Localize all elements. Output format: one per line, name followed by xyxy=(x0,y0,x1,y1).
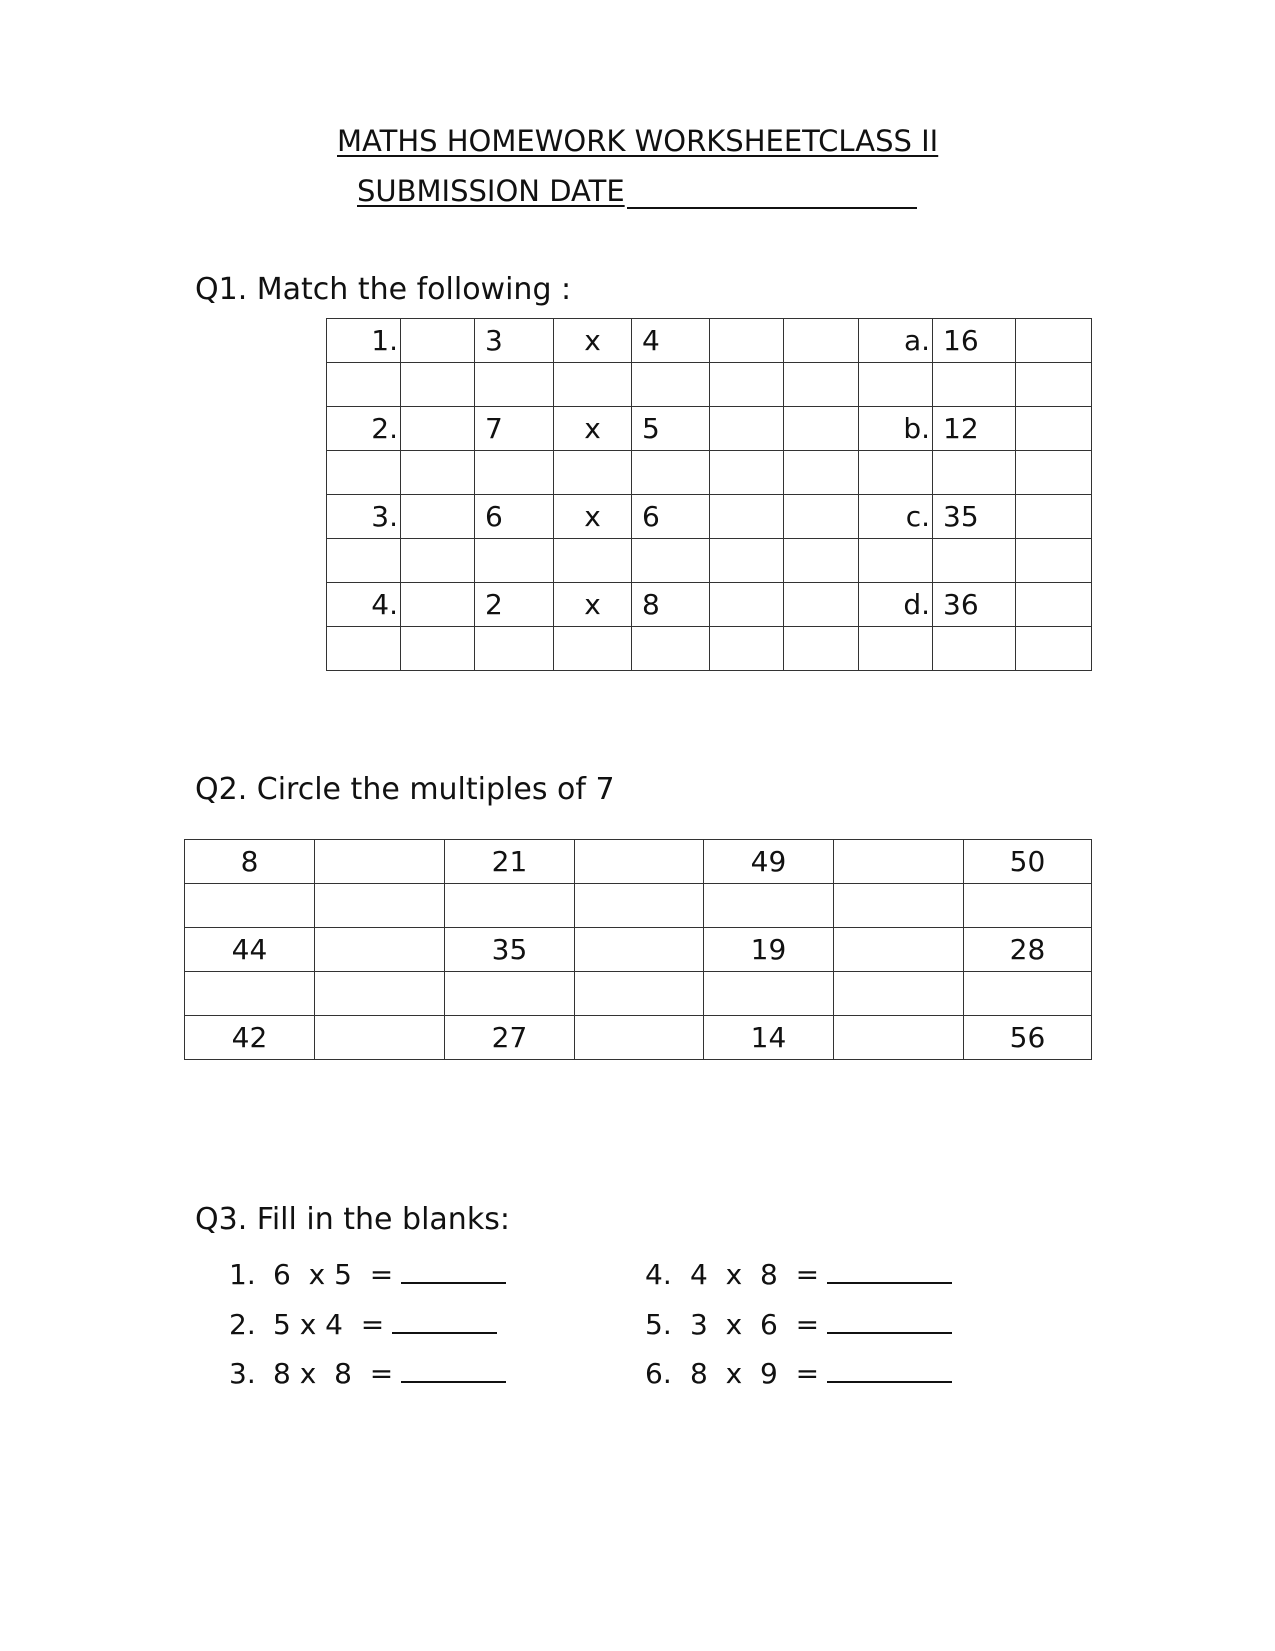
q2-empty-cell xyxy=(445,972,575,1016)
q3-item-number: 3. xyxy=(229,1357,256,1390)
q2-number-cell: 35 xyxy=(445,928,575,972)
table-row-spacer xyxy=(327,363,1092,407)
q2-number-cell: 42 xyxy=(185,1016,315,1060)
table-row xyxy=(327,319,1092,363)
q2-empty-cell xyxy=(834,928,964,972)
q2-empty-cell xyxy=(834,884,964,928)
submission-date-blank xyxy=(627,181,917,209)
table-row-spacer xyxy=(327,539,1092,583)
submission-date-label: SUBMISSION DATE xyxy=(357,174,625,208)
q1-empty-cell xyxy=(784,451,859,495)
q1-empty-cell xyxy=(632,363,710,407)
q1-empty-cell xyxy=(1016,627,1092,671)
q1-operator: x xyxy=(554,407,632,451)
submission-date xyxy=(357,173,917,209)
q1-answer-letter: c. xyxy=(859,495,933,539)
q1-empty-cell xyxy=(632,451,710,495)
q2-number-cell: 19 xyxy=(704,928,834,972)
q3-item-expression: 8 x 9 = xyxy=(690,1357,820,1390)
q1-empty-cell xyxy=(632,627,710,671)
q3-item-number: 4. xyxy=(645,1258,672,1291)
q1-empty-cell xyxy=(401,539,475,583)
q1-empty-cell xyxy=(859,451,933,495)
q1-operand-b: 4 xyxy=(632,319,710,363)
q1-operator: x xyxy=(554,583,632,627)
q3-item xyxy=(229,1357,506,1391)
q1-operand-a: 7 xyxy=(475,407,554,451)
q1-empty-cell xyxy=(327,539,401,583)
q2-multiples-table xyxy=(184,839,1092,1060)
q1-empty-cell xyxy=(554,451,632,495)
q1-empty-cell xyxy=(475,363,554,407)
q3-item-number: 1. xyxy=(229,1258,256,1291)
q2-empty-cell xyxy=(315,928,445,972)
q1-empty-cell xyxy=(784,363,859,407)
q1-empty-cell xyxy=(1016,495,1092,539)
q2-number-cell: 28 xyxy=(964,928,1092,972)
q2-empty-cell xyxy=(315,884,445,928)
q1-item-number: 1. xyxy=(327,319,401,363)
q2-empty-cell xyxy=(575,884,704,928)
q2-empty-cell xyxy=(315,840,445,884)
q2-empty-cell xyxy=(315,972,445,1016)
q2-empty-cell xyxy=(834,1016,964,1060)
q1-empty-cell xyxy=(859,363,933,407)
q2-empty-cell xyxy=(964,972,1092,1016)
q3-item-expression: 6 x 5 = xyxy=(273,1258,394,1291)
q2-empty-cell xyxy=(575,972,704,1016)
q3-item-expression: 5 x 4 = xyxy=(273,1308,385,1341)
q1-item-number: 4. xyxy=(327,583,401,627)
q1-empty-cell xyxy=(327,363,401,407)
table-row xyxy=(185,928,1092,972)
q2-empty-cell xyxy=(185,972,315,1016)
table-row-spacer xyxy=(185,972,1092,1016)
q2-empty-cell xyxy=(704,972,834,1016)
q1-empty-cell xyxy=(710,539,784,583)
q3-heading: Q3. Fill in the blanks: xyxy=(195,1202,510,1237)
q1-operand-a: 2 xyxy=(475,583,554,627)
q1-empty-cell xyxy=(401,363,475,407)
q1-empty-cell xyxy=(1016,539,1092,583)
q2-number-cell: 21 xyxy=(445,840,575,884)
q1-answer-value: 36 xyxy=(933,583,1016,627)
q1-empty-cell xyxy=(859,627,933,671)
q3-item-number: 2. xyxy=(229,1308,256,1341)
q3-item xyxy=(645,1308,952,1342)
q1-empty-cell xyxy=(401,319,475,363)
q2-number-cell: 8 xyxy=(185,840,315,884)
q1-empty-cell xyxy=(710,451,784,495)
q1-empty-cell xyxy=(710,583,784,627)
q1-empty-cell xyxy=(784,627,859,671)
q1-empty-cell xyxy=(784,495,859,539)
q2-number-cell: 50 xyxy=(964,840,1092,884)
q1-empty-cell xyxy=(1016,319,1092,363)
answer-blank xyxy=(392,1308,497,1334)
q1-empty-cell xyxy=(710,319,784,363)
table-row xyxy=(327,583,1092,627)
answer-blank xyxy=(827,1258,952,1284)
q1-operand-b: 6 xyxy=(632,495,710,539)
q1-empty-cell xyxy=(401,627,475,671)
q2-number-cell: 27 xyxy=(445,1016,575,1060)
q1-answer-letter: a. xyxy=(859,319,933,363)
q3-item-number: 6. xyxy=(645,1357,672,1390)
q1-empty-cell xyxy=(327,451,401,495)
table-row-spacer xyxy=(327,451,1092,495)
q1-empty-cell xyxy=(784,319,859,363)
q1-operand-a: 6 xyxy=(475,495,554,539)
q1-empty-cell xyxy=(554,627,632,671)
answer-blank xyxy=(827,1357,952,1383)
q1-empty-cell xyxy=(710,627,784,671)
q1-answer-value: 16 xyxy=(933,319,1016,363)
q1-empty-cell xyxy=(475,627,554,671)
table-row-spacer xyxy=(327,627,1092,671)
q1-empty-cell xyxy=(710,407,784,451)
q1-empty-cell xyxy=(475,539,554,583)
q1-empty-cell xyxy=(632,539,710,583)
q2-number-cell: 44 xyxy=(185,928,315,972)
table-row-spacer xyxy=(185,884,1092,928)
q2-empty-cell xyxy=(704,884,834,928)
q1-empty-cell xyxy=(710,363,784,407)
q1-empty-cell xyxy=(933,539,1016,583)
q1-empty-cell xyxy=(475,451,554,495)
q2-number-cell: 49 xyxy=(704,840,834,884)
q1-empty-cell xyxy=(401,407,475,451)
q1-empty-cell xyxy=(1016,407,1092,451)
q1-operator: x xyxy=(554,319,632,363)
q2-empty-cell xyxy=(185,884,315,928)
q1-answer-letter: d. xyxy=(859,583,933,627)
q3-item xyxy=(645,1258,952,1292)
q3-item-expression: 8 x 8 = xyxy=(273,1357,394,1390)
q3-item-expression: 3 x 6 = xyxy=(690,1308,820,1341)
q1-empty-cell xyxy=(327,627,401,671)
q2-empty-cell xyxy=(575,1016,704,1060)
q1-empty-cell xyxy=(933,627,1016,671)
q1-empty-cell xyxy=(933,363,1016,407)
q1-empty-cell xyxy=(1016,451,1092,495)
q1-empty-cell xyxy=(784,539,859,583)
answer-blank xyxy=(827,1308,952,1334)
q1-empty-cell xyxy=(401,451,475,495)
table-row xyxy=(185,840,1092,884)
q1-answer-value: 35 xyxy=(933,495,1016,539)
table-row xyxy=(185,1016,1092,1060)
q1-empty-cell xyxy=(401,495,475,539)
q1-operand-b: 5 xyxy=(632,407,710,451)
q3-item xyxy=(229,1308,497,1342)
q1-answer-letter: b. xyxy=(859,407,933,451)
q1-item-number: 3. xyxy=(327,495,401,539)
q1-empty-cell xyxy=(710,495,784,539)
q1-empty-cell xyxy=(784,583,859,627)
q1-empty-cell xyxy=(784,407,859,451)
q1-empty-cell xyxy=(401,583,475,627)
q2-number-cell: 56 xyxy=(964,1016,1092,1060)
q3-item-expression: 4 x 8 = xyxy=(690,1258,820,1291)
q1-operand-b: 8 xyxy=(632,583,710,627)
q3-item xyxy=(229,1258,506,1292)
q1-empty-cell xyxy=(933,451,1016,495)
q1-answer-value: 12 xyxy=(933,407,1016,451)
q2-empty-cell xyxy=(834,972,964,1016)
q1-item-number: 2. xyxy=(327,407,401,451)
q2-empty-cell xyxy=(575,840,704,884)
q1-match-table xyxy=(326,318,1092,671)
q1-empty-cell xyxy=(554,363,632,407)
q2-heading: Q2. Circle the multiples of 7 xyxy=(195,772,615,807)
q1-operand-a: 3 xyxy=(475,319,554,363)
answer-blank xyxy=(401,1357,506,1383)
q2-number-cell: 14 xyxy=(704,1016,834,1060)
q1-operator: x xyxy=(554,495,632,539)
q2-empty-cell xyxy=(315,1016,445,1060)
q2-empty-cell xyxy=(445,884,575,928)
q3-item xyxy=(645,1357,952,1391)
table-row xyxy=(327,407,1092,451)
q1-empty-cell xyxy=(554,539,632,583)
q1-heading: Q1. Match the following : xyxy=(195,272,572,307)
answer-blank xyxy=(401,1258,506,1284)
q1-empty-cell xyxy=(1016,363,1092,407)
table-row xyxy=(327,495,1092,539)
q3-item-number: 5. xyxy=(645,1308,672,1341)
q1-empty-cell xyxy=(1016,583,1092,627)
q2-empty-cell xyxy=(575,928,704,972)
q2-empty-cell xyxy=(964,884,1092,928)
q2-empty-cell xyxy=(834,840,964,884)
worksheet-title: MATHS HOMEWORK WORKSHEETCLASS II xyxy=(337,124,939,158)
q1-empty-cell xyxy=(859,539,933,583)
